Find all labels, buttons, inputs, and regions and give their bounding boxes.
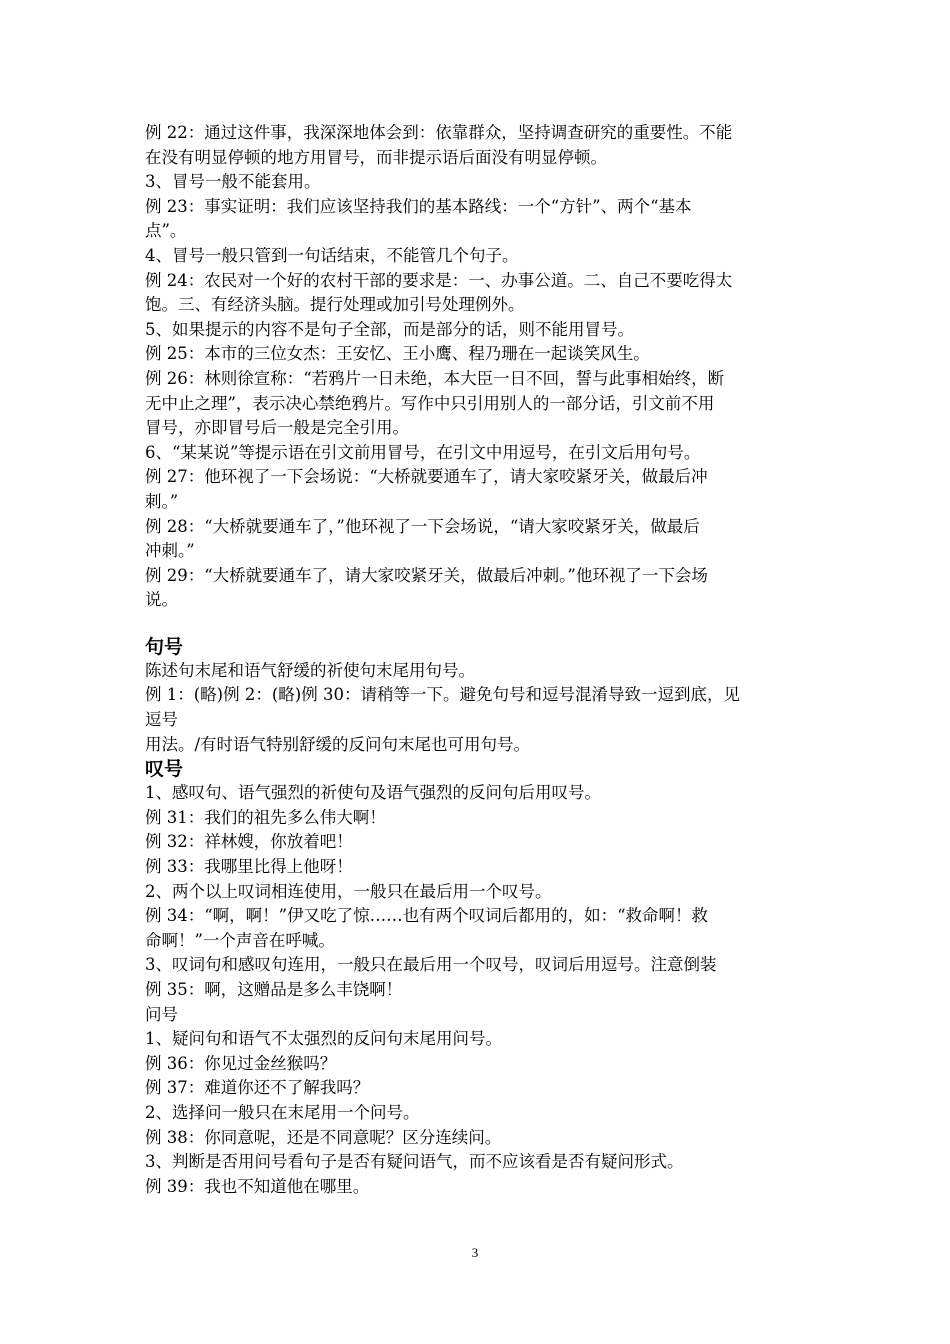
text-line: 例 39：我也不知道他在哪里。 [145,1176,370,1196]
text-line: 例 33：我哪里比得上他呀！ [145,857,353,877]
text-line: 命啊！”一个声音在呼喊。 [145,930,335,950]
section-heading-exclamation: 叹号 [145,758,184,781]
page-number: 3 [471,1245,479,1260]
text-line: 例 24：农民对一个好的农村干部的要求是：一、办事公道。二、自己不要吃得太 [145,270,733,290]
text-line: 说。 [145,590,178,610]
text-line: 1、疑问句和语气不太强烈的反问句末尾用问号。 [145,1029,502,1049]
text-line: 例 35：啊，这赠品是多么丰饶啊！ [145,980,403,999]
text-line: 3、叹词句和感叹句连用，一般只在最后用一个叹号，叹词后用逗号。注意倒装 [145,955,717,975]
exclamation-usage-section [145,781,810,1199]
text-line: 冲刺。” [145,541,195,561]
text-line: 2、两个以上叹词相连使用，一般只在最后用一个叹号。 [145,881,552,901]
text-line: 饱。三、有经济头脑。提行处理或加引号处理例外。 [145,295,525,315]
text-line: 5、如果提示的内容不是句子全部，而是部分的话，则不能用冒号。 [145,319,634,339]
text-line: 例 22：通过这件事，我深深地体会到：依靠群众，坚持调查研究的重要性。不能 [145,123,733,142]
text-line: 1、感叹句、语气强烈的祈使句及语气强烈的反问句后用叹号。 [145,783,601,803]
text-line: 刺。” [145,491,179,511]
text-line: 点”。 [145,221,187,241]
text-line: 陈述句末尾和语气舒缓的祈使句末尾用句号。 [145,660,475,680]
text-line: 用法。/有时语气特别舒缓的反问句末尾也可用句号。 [145,734,531,754]
colon-usage-section [145,121,810,613]
text-line: 例 31：我们的祖先多么伟大啊！ [145,807,386,827]
text-line: 例 23：事实证明：我们应该坚持我们的基本路线：一个“方针”、两个“基本 [145,196,692,216]
text-line: 例 29：“大桥就要通车了，请大家咬紧牙关，做最后冲刺。”他环视了一下会场 [145,565,708,585]
text-line: 3、冒号一般不能套用。 [145,172,321,192]
text-line: 例 26：林则徐宣称：“若鸦片一日未绝，本大臣一日不回，誓与此事相始终，断 [145,368,725,388]
period-usage-section [145,659,810,757]
text-line: 无中止之理”，表示决心禁绝鸦片。写作中只引用别人的一部分话，引文前不用 [145,393,715,413]
text-line: 例 28：“大桥就要通车了，”他环视了一下会场说，“请大家咬紧牙关，做最后 [145,516,700,536]
text-line: 例 34：“啊，啊！”伊又吃了惊……也有两个叹词后都用的，如：“救命啊！救 [145,906,709,926]
text-line: 例 1：(略)例 2：(略)例 30：请稍等一下。避免句号和逗号混淆导致一逗到底，见 [145,685,740,705]
text-line: 逗号 [145,710,178,730]
text-line: 例 37：难道你还不了解我吗？ [145,1078,370,1098]
text-line: 例 36：你见过金丝猴吗？ [145,1053,337,1073]
text-line: 2、选择问一般只在末尾用一个问号。 [145,1102,420,1122]
text-line: 6、“某某说”等提示语在引文前用冒号，在引文中用逗号，在引文后用句号。 [145,442,701,462]
text-line: 4、冒号一般只管到一句话结束，不能管几个句子。 [145,245,519,265]
text-line: 例 38：你同意呢，还是不同意呢？区分连续问。 [145,1127,502,1147]
text-line: 3、判断是否用问号看句子是否有疑问语气，而不应该看是否有疑问形式。 [145,1152,684,1172]
page-content [145,121,810,1199]
text-line: 例 25：本市的三位女杰：王安忆、王小鹰、程乃珊在一起谈笑风生。 [145,344,650,364]
section-heading-period: 句号 [145,635,184,658]
text-line: 冒号，亦即冒号后一般是完全引用。 [145,418,409,438]
text-line: 例 27：他环视了一下会场说：“大桥就要通车了，请大家咬紧牙关，做最后冲 [145,467,708,487]
text-line: 问号 [145,1004,178,1024]
text-line: 例 32：祥林嫂，你放着吧！ [145,832,353,852]
text-line: 在没有明显停顿的地方用冒号，而非提示语后面没有明显停顿。 [145,147,607,167]
